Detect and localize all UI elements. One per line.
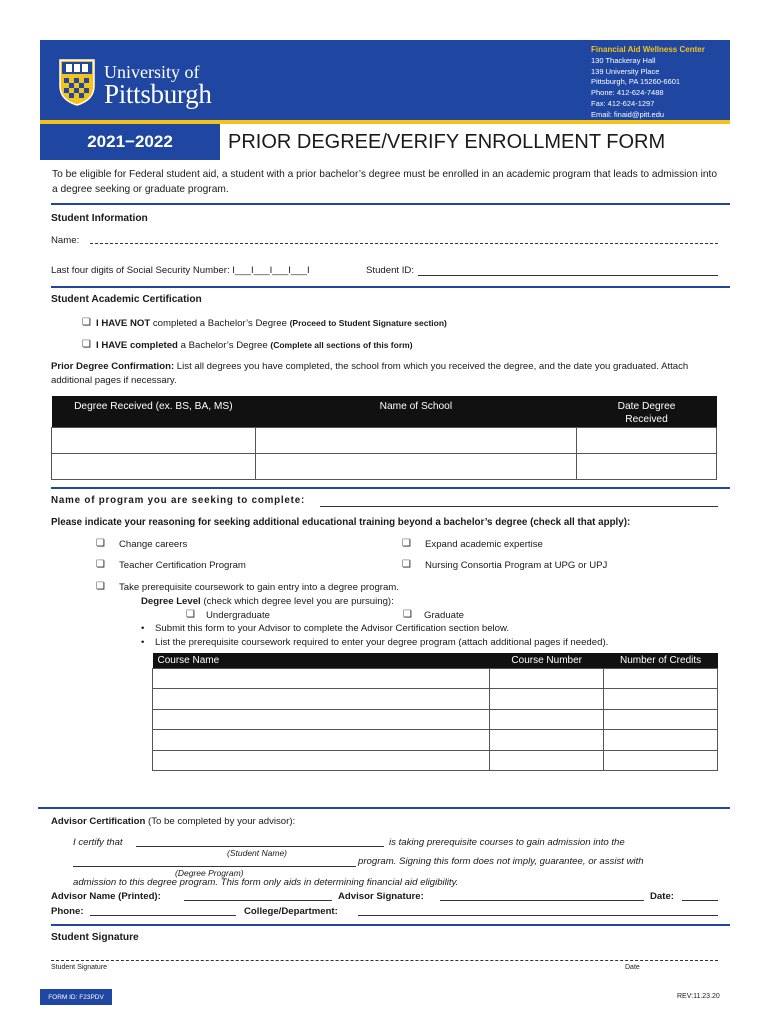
advisor-date-label: Date: [650,891,674,902]
credits-cell[interactable] [604,689,718,710]
section-divider [51,203,730,205]
college-field[interactable] [358,915,718,916]
table-row [153,730,718,751]
credits-cell[interactable] [604,750,718,771]
bullet-icon: • [141,623,145,634]
course-number-header: Course Number [490,653,604,668]
degree-cell[interactable] [52,453,256,479]
course-name-cell[interactable] [153,689,490,710]
course-number-cell[interactable] [490,709,604,730]
degree-level-label [141,596,394,607]
advisor-signature-label: Advisor Signature: [338,891,424,902]
checkbox-icon[interactable]: ❏ [82,339,91,350]
section-divider [38,807,730,809]
course-number-cell[interactable] [490,730,604,751]
advisor-name-label: Advisor Name (Printed): [51,891,161,902]
reason-option: Take prerequisite coursework to gain entry into a degree program. [119,582,399,593]
instruction-bullet: List the prerequisite coursework required to enter your degree program (attach additional pages if needed). [155,637,609,648]
option-text: a Bachelor’s Degree [177,340,271,351]
degree-table [51,396,717,480]
section-divider [51,487,730,489]
table-row [52,427,717,453]
university-name-line1: University of [104,62,200,82]
phone-field[interactable] [90,915,236,916]
level-undergraduate: Undergraduate [206,610,271,621]
advisor-date-field[interactable] [682,900,718,901]
name-field[interactable] [90,243,718,244]
revision-text: REV:11.23.20 [677,993,720,1000]
course-number-cell[interactable] [490,689,604,710]
name-label: Name: [51,235,80,246]
table-row [153,689,718,710]
address-line: 130 Thackeray Hall [591,55,656,65]
school-cell[interactable] [255,453,576,479]
course-name-header: Course Name [153,653,490,668]
checkbox-icon[interactable]: ❏ [402,538,411,549]
date-col-header: Date Degree Received [577,396,717,427]
phone-text: Phone: 412-624-7488 [591,88,664,98]
checkbox-icon[interactable]: ❏ [186,609,195,620]
advisor-name-field[interactable] [184,900,332,901]
checkbox-icon[interactable]: ❏ [82,317,91,328]
option-text: completed a Bachelor’s Degree [150,318,290,329]
option-bold: I HAVE completed [96,340,178,351]
date-cell[interactable] [577,427,717,453]
phone-label: Phone: [51,906,84,917]
reason-option: Teacher Certification Program [119,560,246,571]
address-line: Pittsburgh, PA 15260-6601 [591,77,681,87]
reason-option: Change careers [119,539,188,550]
degree-level-bold: Degree Level [141,596,201,607]
date-caption: Date [625,964,640,971]
reasoning-label: Please indicate your reasoning for seeking additional educational training beyond a bachelor’s degree (check all that apply): [51,517,631,528]
course-table [152,653,718,771]
signature-caption: Student Signature [51,964,108,971]
section-divider [51,286,730,288]
course-name-cell[interactable] [153,709,490,730]
student-info-title: Student Information [51,213,148,224]
student-signature-field[interactable] [51,960,718,961]
checkbox-icon[interactable]: ❏ [96,559,105,570]
school-col-header: Name of School [255,396,576,427]
form-title: PRIOR DEGREE/VERIFY ENROLLMENT FORM [228,131,666,153]
office-title: Financial Aid Wellness Center [591,45,705,54]
option-completed [96,340,413,351]
student-name-field[interactable] [136,846,384,847]
degree-col-header: Degree Received (ex. BS, BA, MS) [52,396,256,427]
certify-suffix: is taking prerequisite courses to gain admission into the [389,837,625,848]
ssn-field[interactable]: Last four digits of Social Security Number: I___I___I___I___I [51,265,310,276]
student-name-caption: (Student Name) [227,848,287,858]
date-cell[interactable] [577,453,717,479]
program-seeking-label: Name of program you are seeking to complete: [51,495,306,506]
course-number-cell[interactable] [490,750,604,771]
student-id-field[interactable] [418,275,718,276]
university-name-line2: Pittsburgh [104,79,212,109]
prior-degree-confirmation [51,360,721,388]
option-not-completed [96,318,447,329]
option-bold: I HAVE NOT [96,318,151,329]
checkbox-icon[interactable]: ❏ [403,609,412,620]
checkbox-icon[interactable]: ❏ [96,581,105,592]
course-number-cell[interactable] [490,668,604,689]
fax-text: Fax: 412-624-1297 [591,98,655,108]
degree-cell[interactable] [52,427,256,453]
address-line: 139 University Place [591,66,660,76]
checkbox-icon[interactable]: ❏ [96,538,105,549]
credits-header: Number of Credits [604,653,718,668]
option-note: (Proceed to Student Signature section) [289,318,447,328]
advisor-title-bold: Advisor Certification [51,816,146,827]
credits-cell[interactable] [604,668,718,689]
credits-cell[interactable] [604,709,718,730]
student-id-label: Student ID: [366,265,414,276]
checkbox-icon[interactable]: ❏ [402,559,411,570]
table-row [52,453,717,479]
college-label: College/Department: [244,906,338,917]
course-name-cell[interactable] [153,668,490,689]
advisor-disclaimer: admission to this degree program. This form only aids in determining financial aid eligibility. [73,877,459,888]
degree-program-field[interactable] [73,866,356,867]
degree-level-text: (check which degree level you are pursuing): [200,596,394,607]
contact-info [591,45,705,121]
form-id-badge: FORM ID: F23PDV [40,989,112,1005]
school-cell[interactable] [255,427,576,453]
email-link[interactable]: Email: finaid@pitt.edu [591,109,665,119]
table-row [153,709,718,730]
section-divider [51,924,730,926]
table-row [153,750,718,771]
level-graduate: Graduate [424,610,465,621]
table-row [153,668,718,689]
confirm-bold: Prior Degree Confirmation: [51,361,175,372]
bullet-icon: • [141,637,145,648]
student-signature-title: Student Signature [51,932,139,943]
instruction-bullet: Submit this form to your Advisor to complete the Advisor Certification section below. [155,623,510,634]
certify-prefix: I certify that [73,837,123,848]
confirm-text: List all degrees you have completed, the school from which you received the degree, and the date you graduated. Attach additional pages if necessary. [51,361,689,386]
academic-year: 2021−2022 [40,124,220,160]
reason-option: Nursing Consortia Program at UPG or UPJ [425,560,608,571]
academic-cert-title: Student Academic Certification [51,294,202,305]
university-shield-logo [58,58,96,106]
reason-option: Expand academic expertise [425,539,543,550]
program-suffix: program. Signing this form does not imply, guarantee, or assist with [358,856,644,867]
option-note: (Complete all sections of this form) [270,340,413,350]
course-name-cell[interactable] [153,730,490,751]
advisor-signature-field[interactable] [440,900,644,901]
degree-program-caption: (Degree Program) [175,868,244,878]
credits-cell[interactable] [604,730,718,751]
advisor-cert-title [51,816,295,827]
advisor-title-text: (To be completed by your advisor): [145,816,296,827]
intro-text: To be eligible for Federal student aid, a student with a prior bachelor’s degree must be enrolled in an academic program that leads to admission into a degree seeking or graduate program. [52,169,718,195]
program-seeking-field[interactable] [320,506,718,507]
course-name-cell[interactable] [153,750,490,771]
